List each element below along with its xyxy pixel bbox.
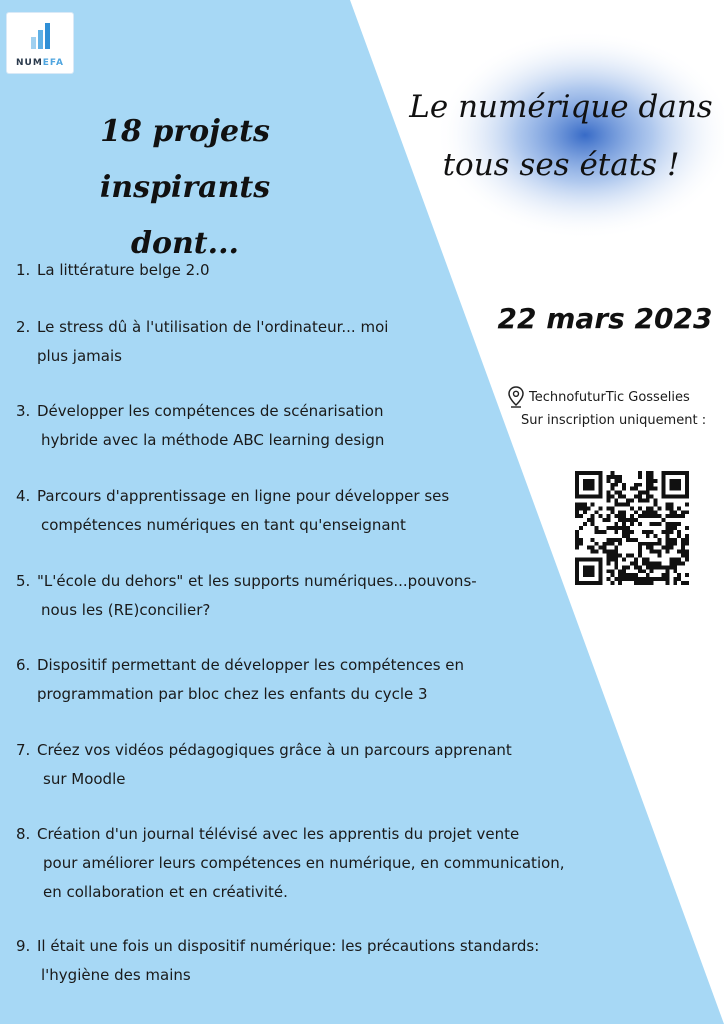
project-title: "L'école du dehors" et les supports numériques...pouvons- nous les (RE)concilier? [37,572,477,619]
project-number: 8. [16,825,31,843]
project-item [16,736,616,794]
headline-line-1: 18 projets inspirants [99,114,271,205]
project-number: 9. [16,937,31,955]
project-item [16,397,616,455]
project-item [16,932,616,990]
project-number: 3. [16,402,31,420]
project-number: 1. [16,261,31,279]
project-title: Il était une fois un dispositif numérique: les précautions standards: l'hygiène des mains [37,937,540,984]
headline-line-2: dont... [131,226,239,261]
project-title: La littérature belge 2.0 [37,261,210,279]
location-text: TechnofuturTic Gosselies [529,389,690,405]
numefa-logo [7,13,73,73]
project-title: Dispositif permettant de développer les compétences en programmation par bloc chez les enfants du cycle 3 [37,656,465,703]
project-title: Développer les compétences de scénarisation hybride avec la méthode ABC learning design [37,402,385,449]
project-number: 2. [16,318,31,336]
project-number: 6. [16,656,31,674]
project-item [16,820,616,907]
project-item [16,313,616,371]
project-item [16,256,616,285]
registration-note: Sur inscription uniquement : [521,413,707,428]
event-date: 22 mars 2023 [497,302,713,335]
tagline [398,78,724,194]
project-title: Création d'un journal télévisé avec les apprentis du projet vente pour améliorer leurs compétences en numérique, en communication, en collaboration et en créativité. [37,825,565,901]
project-number: 5. [16,572,31,590]
project-number: 4. [16,487,31,505]
logo-wordmark: NUMEFA [15,58,65,68]
project-item [16,567,616,625]
project-title: Parcours d'apprentissage en ligne pour développer ses compétences numériques en tant qu'enseignant [37,487,450,534]
tagline-line-1: Le numérique dans [409,89,713,125]
project-number: 7. [16,741,31,759]
headline [20,104,350,272]
tagline-line-2: tous ses états ! [442,147,680,183]
logo-bars-icon [31,21,53,51]
project-title: Créez vos vidéos pédagogiques grâce à un parcours apprenant sur Moodle [37,741,512,788]
project-item [16,482,616,540]
project-title: Le stress dû à l'utilisation de l'ordinateur... moi plus jamais [37,318,389,365]
project-item [16,651,616,709]
